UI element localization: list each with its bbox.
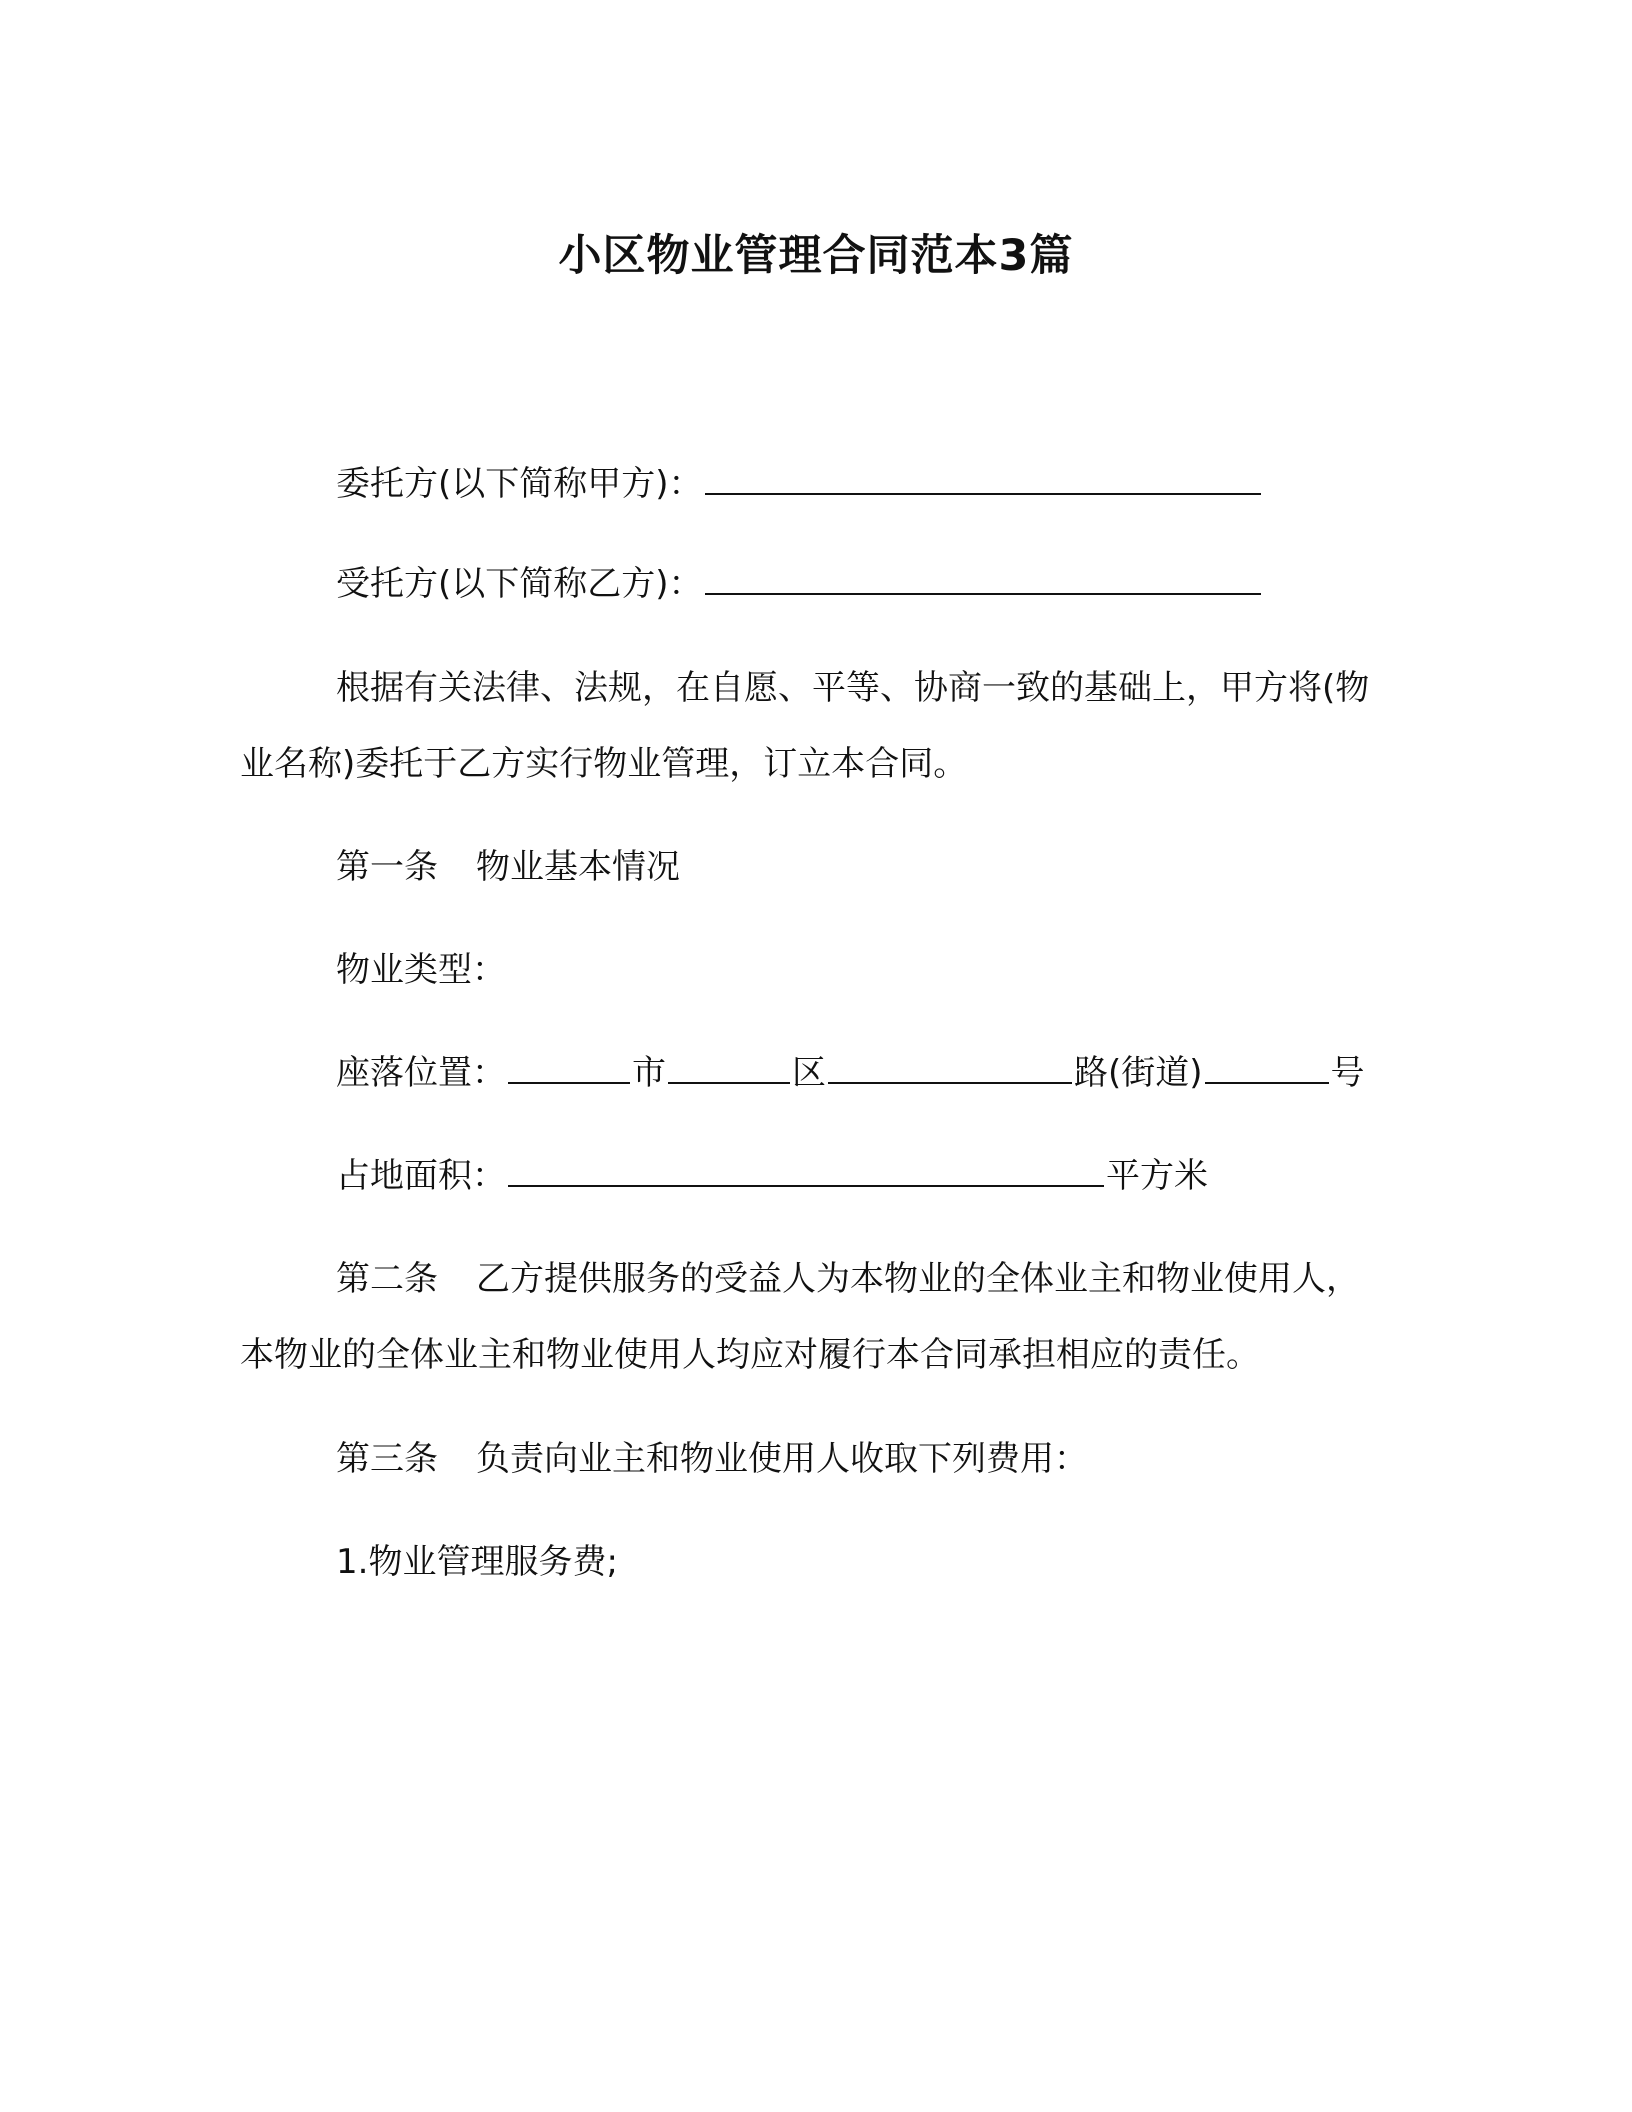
party-a-label: 委托方(以下简称甲方)：: [336, 464, 703, 504]
article-2-paragraph: [240, 1241, 1380, 1393]
preamble-paragraph: 根据有关法律、法规，在自愿、平等、协商一致的基础上，甲方将(物业名称)委托于乙方实行物业管理，订立本合同。: [240, 668, 1370, 784]
article-2-text: 乙方提供服务的受益人为本物业的全体业主和物业使用人，本物业的全体业主和物业使用人均应对履行本合同承担相应的责任。: [240, 1259, 1360, 1375]
location-road-label: 路(街道): [1074, 1053, 1203, 1093]
article-1-number: 第一条: [336, 847, 438, 887]
location-number-label: 号: [1330, 1053, 1365, 1093]
area-line: [240, 1138, 1380, 1214]
document-body: [240, 446, 1380, 1600]
party-b-label: 受托方(以下简称乙方)：: [336, 564, 703, 604]
area-blank: [508, 1155, 1104, 1187]
location-line: [240, 1035, 1380, 1111]
article-3-text: 负责向业主和物业使用人收取下列费用：: [476, 1439, 1088, 1479]
area-label: 占地面积：: [336, 1156, 506, 1196]
party-b-blank: [705, 563, 1261, 595]
location-district-label: 区: [792, 1053, 826, 1093]
road-blank: [828, 1052, 1072, 1084]
number-blank: [1205, 1052, 1329, 1084]
location-label: 座落位置：: [336, 1053, 506, 1093]
article-3-paragraph: [240, 1421, 1380, 1497]
article-1-heading: [240, 829, 1380, 905]
district-blank: [668, 1052, 790, 1084]
party-b-line: [240, 546, 1380, 622]
property-type-line: 物业类型：: [336, 950, 506, 990]
article-3-number: 第三条: [336, 1439, 438, 1479]
location-city-label: 市: [632, 1053, 666, 1093]
document-title: 小区物业管理合同范本3篇: [558, 231, 1074, 281]
area-unit: 平方米: [1106, 1156, 1208, 1196]
city-blank: [508, 1052, 630, 1084]
party-a-line: [240, 446, 1380, 522]
item-1-line: 1.物业管理服务费;: [336, 1542, 618, 1582]
party-a-blank: [705, 463, 1261, 495]
article-2-number: 第二条: [336, 1259, 438, 1299]
article-1-title: 物业基本情况: [476, 847, 680, 887]
